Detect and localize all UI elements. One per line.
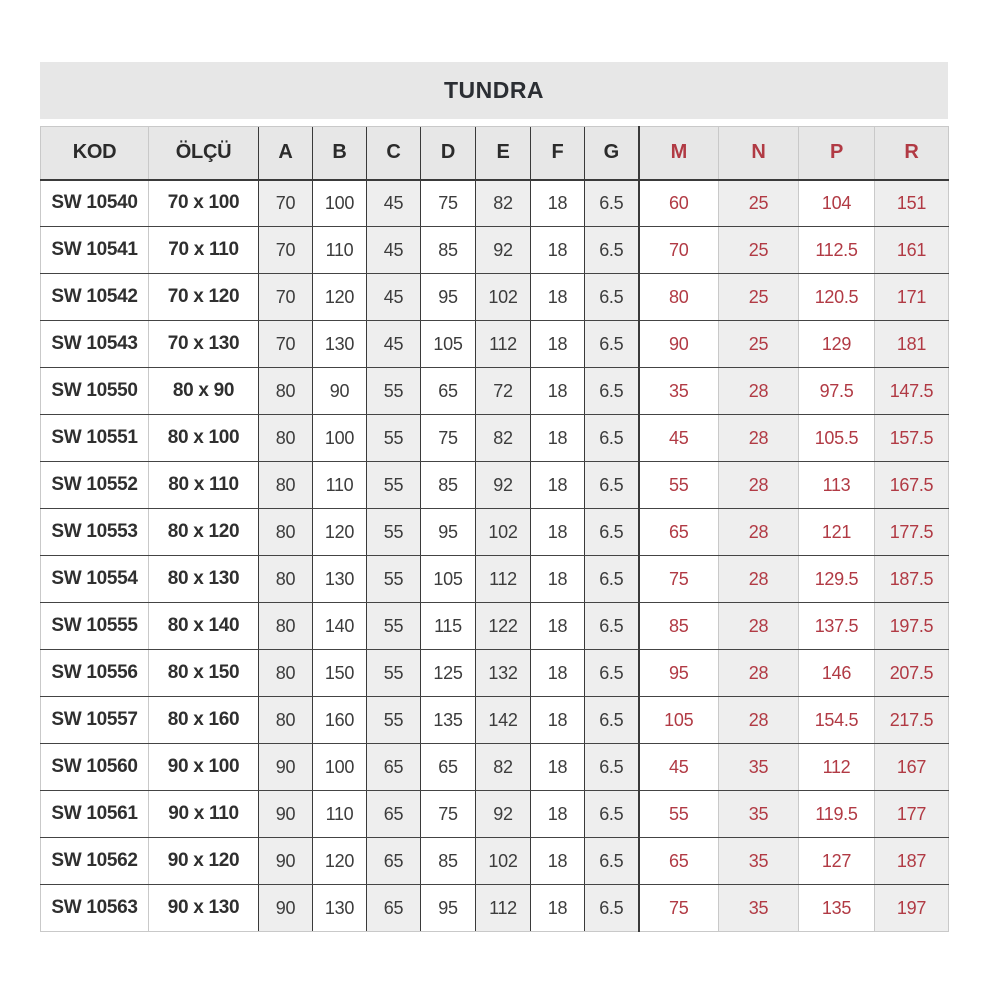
cell-p: 146 xyxy=(799,650,875,697)
table-row xyxy=(41,321,949,368)
cell-olcu: 80 x 100 xyxy=(149,415,259,462)
cell-n: 28 xyxy=(719,556,799,603)
cell-d: 75 xyxy=(421,415,476,462)
cell-f: 18 xyxy=(531,838,585,885)
cell-r: 187 xyxy=(875,838,949,885)
cell-m: 75 xyxy=(639,885,719,932)
cell-r: 207.5 xyxy=(875,650,949,697)
cell-m: 75 xyxy=(639,556,719,603)
spec-table-sheet xyxy=(40,62,948,932)
cell-g: 6.5 xyxy=(585,791,639,838)
cell-m: 80 xyxy=(639,274,719,321)
cell-r: 197.5 xyxy=(875,603,949,650)
header-cell-f: F xyxy=(531,127,585,180)
cell-p: 97.5 xyxy=(799,368,875,415)
cell-olcu: 70 x 130 xyxy=(149,321,259,368)
cell-m: 60 xyxy=(639,180,719,227)
cell-e: 132 xyxy=(476,650,531,697)
table-row xyxy=(41,509,949,556)
cell-f: 18 xyxy=(531,556,585,603)
cell-g: 6.5 xyxy=(585,603,639,650)
cell-c: 65 xyxy=(367,744,421,791)
table-body xyxy=(41,180,949,932)
cell-r: 197 xyxy=(875,885,949,932)
cell-a: 70 xyxy=(259,227,313,274)
cell-m: 95 xyxy=(639,650,719,697)
dimensions-table xyxy=(40,126,949,932)
cell-kod: SW 10563 xyxy=(41,885,149,932)
cell-n: 25 xyxy=(719,274,799,321)
cell-f: 18 xyxy=(531,650,585,697)
cell-g: 6.5 xyxy=(585,415,639,462)
cell-c: 55 xyxy=(367,509,421,556)
cell-b: 110 xyxy=(313,227,367,274)
cell-r: 171 xyxy=(875,274,949,321)
table-row xyxy=(41,603,949,650)
table-row xyxy=(41,180,949,227)
cell-e: 142 xyxy=(476,697,531,744)
cell-d: 95 xyxy=(421,509,476,556)
cell-r: 167.5 xyxy=(875,462,949,509)
table-row xyxy=(41,227,949,274)
cell-f: 18 xyxy=(531,603,585,650)
cell-a: 90 xyxy=(259,838,313,885)
cell-f: 18 xyxy=(531,274,585,321)
cell-g: 6.5 xyxy=(585,509,639,556)
cell-c: 55 xyxy=(367,556,421,603)
cell-e: 92 xyxy=(476,791,531,838)
cell-f: 18 xyxy=(531,885,585,932)
cell-d: 95 xyxy=(421,885,476,932)
cell-kod: SW 10562 xyxy=(41,838,149,885)
cell-p: 127 xyxy=(799,838,875,885)
cell-kod: SW 10554 xyxy=(41,556,149,603)
cell-c: 65 xyxy=(367,791,421,838)
cell-p: 137.5 xyxy=(799,603,875,650)
cell-c: 55 xyxy=(367,415,421,462)
cell-b: 120 xyxy=(313,509,367,556)
cell-d: 65 xyxy=(421,744,476,791)
cell-b: 130 xyxy=(313,556,367,603)
cell-a: 70 xyxy=(259,274,313,321)
cell-p: 119.5 xyxy=(799,791,875,838)
cell-d: 85 xyxy=(421,462,476,509)
table-row xyxy=(41,650,949,697)
cell-b: 90 xyxy=(313,368,367,415)
cell-c: 55 xyxy=(367,697,421,744)
cell-f: 18 xyxy=(531,697,585,744)
cell-d: 95 xyxy=(421,274,476,321)
cell-kod: SW 10556 xyxy=(41,650,149,697)
cell-b: 130 xyxy=(313,885,367,932)
table-row xyxy=(41,556,949,603)
cell-n: 28 xyxy=(719,697,799,744)
cell-r: 187.5 xyxy=(875,556,949,603)
cell-f: 18 xyxy=(531,227,585,274)
cell-m: 35 xyxy=(639,368,719,415)
table-row xyxy=(41,838,949,885)
header-cell-a: A xyxy=(259,127,313,180)
cell-e: 102 xyxy=(476,509,531,556)
cell-p: 112 xyxy=(799,744,875,791)
table-row xyxy=(41,885,949,932)
header-cell-d: D xyxy=(421,127,476,180)
cell-a: 80 xyxy=(259,697,313,744)
cell-p: 113 xyxy=(799,462,875,509)
cell-f: 18 xyxy=(531,509,585,556)
cell-m: 45 xyxy=(639,415,719,462)
cell-p: 135 xyxy=(799,885,875,932)
header-cell-kod: KOD xyxy=(41,127,149,180)
cell-e: 82 xyxy=(476,415,531,462)
cell-r: 167 xyxy=(875,744,949,791)
table-title-bar xyxy=(40,62,948,119)
cell-olcu: 80 x 160 xyxy=(149,697,259,744)
cell-olcu: 90 x 110 xyxy=(149,791,259,838)
cell-e: 102 xyxy=(476,274,531,321)
table-row xyxy=(41,368,949,415)
title-header-gap xyxy=(40,119,948,126)
cell-d: 125 xyxy=(421,650,476,697)
cell-r: 177.5 xyxy=(875,509,949,556)
table-row xyxy=(41,462,949,509)
cell-olcu: 70 x 100 xyxy=(149,180,259,227)
cell-n: 35 xyxy=(719,791,799,838)
cell-c: 65 xyxy=(367,885,421,932)
cell-b: 100 xyxy=(313,415,367,462)
cell-n: 28 xyxy=(719,462,799,509)
cell-r: 181 xyxy=(875,321,949,368)
cell-c: 55 xyxy=(367,603,421,650)
cell-e: 92 xyxy=(476,227,531,274)
cell-kod: SW 10540 xyxy=(41,180,149,227)
cell-e: 92 xyxy=(476,462,531,509)
cell-a: 80 xyxy=(259,462,313,509)
cell-m: 105 xyxy=(639,697,719,744)
table-row xyxy=(41,744,949,791)
cell-kod: SW 10550 xyxy=(41,368,149,415)
cell-a: 90 xyxy=(259,744,313,791)
header-cell-olcu: ÖLÇÜ xyxy=(149,127,259,180)
cell-m: 55 xyxy=(639,462,719,509)
cell-d: 115 xyxy=(421,603,476,650)
cell-g: 6.5 xyxy=(585,838,639,885)
cell-m: 65 xyxy=(639,838,719,885)
cell-olcu: 80 x 150 xyxy=(149,650,259,697)
cell-a: 70 xyxy=(259,180,313,227)
cell-d: 75 xyxy=(421,180,476,227)
cell-m: 90 xyxy=(639,321,719,368)
cell-p: 105.5 xyxy=(799,415,875,462)
cell-e: 82 xyxy=(476,180,531,227)
cell-n: 28 xyxy=(719,603,799,650)
cell-g: 6.5 xyxy=(585,885,639,932)
cell-r: 217.5 xyxy=(875,697,949,744)
cell-e: 112 xyxy=(476,885,531,932)
cell-kod: SW 10557 xyxy=(41,697,149,744)
cell-n: 25 xyxy=(719,321,799,368)
cell-d: 75 xyxy=(421,791,476,838)
cell-f: 18 xyxy=(531,180,585,227)
header-cell-n: N xyxy=(719,127,799,180)
cell-kod: SW 10552 xyxy=(41,462,149,509)
cell-m: 85 xyxy=(639,603,719,650)
cell-a: 80 xyxy=(259,368,313,415)
cell-n: 28 xyxy=(719,415,799,462)
cell-g: 6.5 xyxy=(585,556,639,603)
table-row xyxy=(41,415,949,462)
cell-olcu: 70 x 120 xyxy=(149,274,259,321)
cell-r: 177 xyxy=(875,791,949,838)
cell-f: 18 xyxy=(531,744,585,791)
header-cell-b: B xyxy=(313,127,367,180)
cell-n: 35 xyxy=(719,885,799,932)
cell-c: 55 xyxy=(367,650,421,697)
cell-n: 25 xyxy=(719,180,799,227)
cell-b: 100 xyxy=(313,180,367,227)
cell-olcu: 90 x 130 xyxy=(149,885,259,932)
cell-c: 45 xyxy=(367,227,421,274)
cell-e: 122 xyxy=(476,603,531,650)
cell-n: 28 xyxy=(719,509,799,556)
cell-olcu: 90 x 100 xyxy=(149,744,259,791)
cell-g: 6.5 xyxy=(585,321,639,368)
cell-b: 110 xyxy=(313,462,367,509)
cell-d: 105 xyxy=(421,321,476,368)
header-cell-r: R xyxy=(875,127,949,180)
cell-f: 18 xyxy=(531,321,585,368)
header-row xyxy=(41,127,949,180)
cell-f: 18 xyxy=(531,415,585,462)
cell-e: 72 xyxy=(476,368,531,415)
cell-f: 18 xyxy=(531,462,585,509)
cell-m: 55 xyxy=(639,791,719,838)
cell-a: 70 xyxy=(259,321,313,368)
cell-p: 154.5 xyxy=(799,697,875,744)
cell-m: 45 xyxy=(639,744,719,791)
cell-olcu: 80 x 130 xyxy=(149,556,259,603)
cell-f: 18 xyxy=(531,791,585,838)
cell-g: 6.5 xyxy=(585,227,639,274)
cell-p: 112.5 xyxy=(799,227,875,274)
cell-p: 129 xyxy=(799,321,875,368)
cell-olcu: 80 x 110 xyxy=(149,462,259,509)
cell-c: 45 xyxy=(367,274,421,321)
cell-kod: SW 10542 xyxy=(41,274,149,321)
cell-g: 6.5 xyxy=(585,462,639,509)
cell-g: 6.5 xyxy=(585,274,639,321)
cell-kod: SW 10561 xyxy=(41,791,149,838)
table-title: TUNDRA xyxy=(443,77,545,103)
cell-kod: SW 10551 xyxy=(41,415,149,462)
cell-e: 82 xyxy=(476,744,531,791)
cell-d: 85 xyxy=(421,838,476,885)
cell-b: 120 xyxy=(313,838,367,885)
cell-kod: SW 10555 xyxy=(41,603,149,650)
cell-r: 147.5 xyxy=(875,368,949,415)
cell-d: 135 xyxy=(421,697,476,744)
cell-n: 28 xyxy=(719,368,799,415)
cell-kod: SW 10560 xyxy=(41,744,149,791)
cell-b: 110 xyxy=(313,791,367,838)
cell-olcu: 90 x 120 xyxy=(149,838,259,885)
cell-c: 65 xyxy=(367,838,421,885)
cell-b: 150 xyxy=(313,650,367,697)
header-cell-m: M xyxy=(639,127,719,180)
cell-a: 90 xyxy=(259,791,313,838)
cell-r: 151 xyxy=(875,180,949,227)
cell-b: 160 xyxy=(313,697,367,744)
cell-p: 104 xyxy=(799,180,875,227)
cell-d: 65 xyxy=(421,368,476,415)
cell-p: 129.5 xyxy=(799,556,875,603)
cell-c: 55 xyxy=(367,368,421,415)
cell-r: 157.5 xyxy=(875,415,949,462)
table-row xyxy=(41,697,949,744)
header-cell-g: G xyxy=(585,127,639,180)
table-header xyxy=(41,127,949,180)
cell-a: 80 xyxy=(259,415,313,462)
cell-n: 25 xyxy=(719,227,799,274)
cell-a: 80 xyxy=(259,650,313,697)
cell-kod: SW 10543 xyxy=(41,321,149,368)
cell-olcu: 70 x 110 xyxy=(149,227,259,274)
cell-d: 105 xyxy=(421,556,476,603)
cell-g: 6.5 xyxy=(585,650,639,697)
cell-e: 112 xyxy=(476,556,531,603)
table-row xyxy=(41,274,949,321)
header-cell-p: P xyxy=(799,127,875,180)
cell-g: 6.5 xyxy=(585,368,639,415)
cell-b: 120 xyxy=(313,274,367,321)
cell-kod: SW 10553 xyxy=(41,509,149,556)
cell-kod: SW 10541 xyxy=(41,227,149,274)
cell-olcu: 80 x 120 xyxy=(149,509,259,556)
table-row xyxy=(41,791,949,838)
cell-b: 140 xyxy=(313,603,367,650)
cell-a: 90 xyxy=(259,885,313,932)
cell-c: 45 xyxy=(367,180,421,227)
cell-n: 35 xyxy=(719,744,799,791)
cell-g: 6.5 xyxy=(585,180,639,227)
cell-a: 80 xyxy=(259,603,313,650)
cell-n: 28 xyxy=(719,650,799,697)
cell-c: 45 xyxy=(367,321,421,368)
cell-a: 80 xyxy=(259,556,313,603)
cell-b: 130 xyxy=(313,321,367,368)
cell-m: 65 xyxy=(639,509,719,556)
cell-p: 120.5 xyxy=(799,274,875,321)
cell-g: 6.5 xyxy=(585,744,639,791)
cell-c: 55 xyxy=(367,462,421,509)
cell-n: 35 xyxy=(719,838,799,885)
header-cell-c: C xyxy=(367,127,421,180)
cell-e: 112 xyxy=(476,321,531,368)
cell-e: 102 xyxy=(476,838,531,885)
cell-p: 121 xyxy=(799,509,875,556)
cell-f: 18 xyxy=(531,368,585,415)
cell-b: 100 xyxy=(313,744,367,791)
cell-a: 80 xyxy=(259,509,313,556)
cell-olcu: 80 x 140 xyxy=(149,603,259,650)
cell-olcu: 80 x 90 xyxy=(149,368,259,415)
cell-g: 6.5 xyxy=(585,697,639,744)
cell-m: 70 xyxy=(639,227,719,274)
cell-r: 161 xyxy=(875,227,949,274)
cell-d: 85 xyxy=(421,227,476,274)
header-cell-e: E xyxy=(476,127,531,180)
